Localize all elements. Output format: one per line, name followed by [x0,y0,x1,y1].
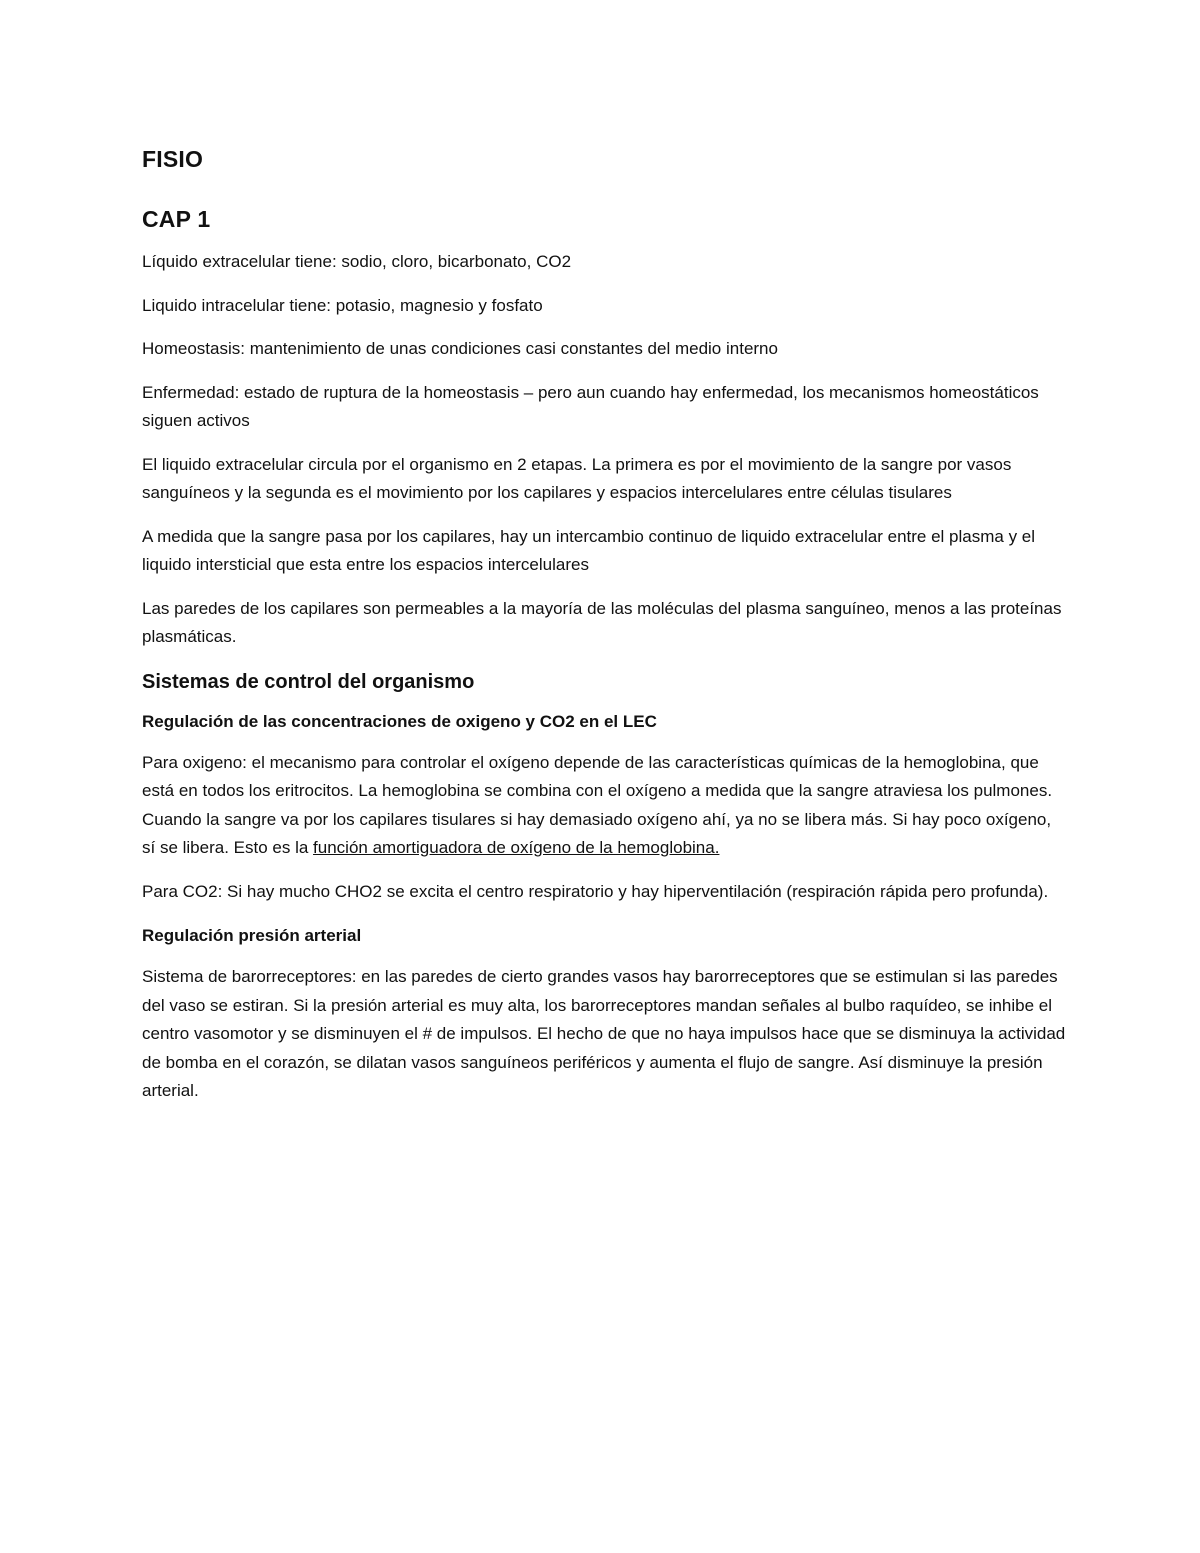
paragraph-oxygen [142,749,1067,863]
paragraph-homeostasis: Homeostasis: mantenimiento de unas condiciones casi constantes del medio interno [142,339,778,358]
paragraph-circulation: El liquido extracelular circula por el organismo en 2 etapas. La primera es por el movimiento de la sangre por vasos sanguíneos y la segunda es el movimiento por los capilares y espacios intercelulares entre células tisulares [142,454,1012,502]
document-title: FISIO [142,146,204,172]
paragraph-intracellular: Liquido intracelular tiene: potasio, magnesio y fosfato [142,295,543,315]
paragraph-co2: Para CO2: Si hay mucho CHO2 se excita el centro respiratorio y hay hiperventilación (respiración rápida pero profunda). [142,881,1049,901]
document-content [142,140,1067,1121]
paragraph-baroreceptors: Sistema de barorreceptores: en las paredes de cierto grandes vasos hay barorreceptores que se estimulan si las paredes del vaso se estiran. Si la presión arterial es muy alta, los barorreceptores mandan señales al bulbo raquídeo, se inhibe el centro vasomotor y se disminuyen el # de impulsos. El hecho de que no haya impulsos hace que se disminuya la actividad de bomba en el corazón, se dilatan vasos sanguíneos periféricos y aumenta el flujo de sangre. Así disminuye la presión arterial. [142,967,1066,1100]
paragraph-capillary-walls: Las paredes de los capilares son permeables a la mayoría de las moléculas del plasma sanguíneo, menos a las proteínas plasmáticas. [142,598,1062,646]
section-heading-control-systems: Sistemas de control del organismo [142,670,475,693]
paragraph-exchange: A medida que la sangre pasa por los capilares, hay un intercambio continuo de liquido extracelular entre el plasma y el liquido intersticial que esta entre los espacios intercelulares [142,526,1036,574]
paragraph-oxygen-underlined: función amortiguadora de oxígeno de la hemoglobina. [313,838,720,857]
paragraph-disease: Enfermedad: estado de ruptura de la homeostasis – pero aun cuando hay enfermedad, los mecanismos homeostáticos siguen activos [142,382,1039,430]
subsection-heading-blood-pressure: Regulación presión arterial [142,926,362,945]
paragraph-oxygen-text: Para oxigeno: el mecanismo para controlar el oxígeno depende de las características químicas de la hemoglobina, que está en todos los eritrocitos. La hemoglobina se combina con el oxígeno a medida que la sangre atraviesa los pulmones. Cuando la sangre va por los capilares tisulares si hay demasiado oxígeno ahí, ya no se libera más. Si hay poco oxígeno, sí se libera. Esto es la [142,752,1053,857]
subsection-heading-oxygen-co2: Regulación de las concentraciones de oxigeno y CO2 en el LEC [142,711,657,731]
chapter-title: CAP 1 [142,206,211,232]
paragraph-extracellular: Líquido extracelular tiene: sodio, cloro, bicarbonato, CO2 [142,252,572,271]
